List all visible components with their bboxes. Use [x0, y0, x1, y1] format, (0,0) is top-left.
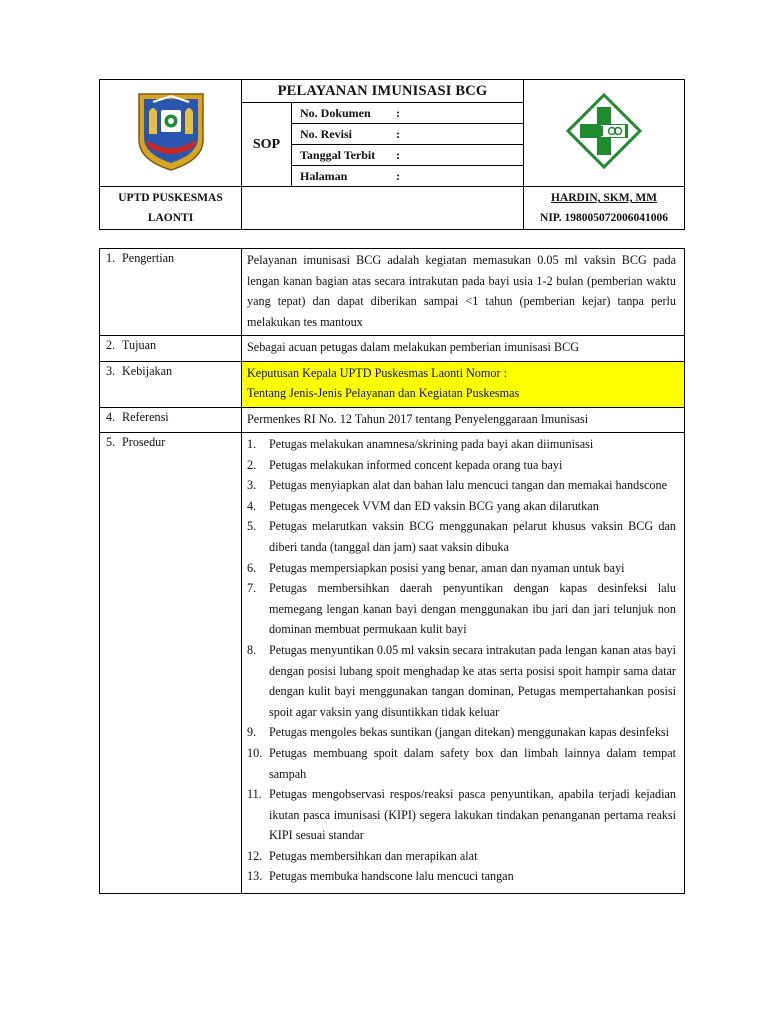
- puskesmas-logo-cell: [524, 80, 685, 187]
- row-tujuan: [100, 336, 685, 362]
- procedure-step: 10. Petugas membuang spoit dalam safety box dan limbah lainnya dalam tempat sampah: [247, 745, 676, 781]
- signer-nip: NIP. 198005072006041006: [540, 212, 669, 224]
- procedure-step: 7. Petugas membersihkan daerah penyuntikan dengan kapas desinfeksi lalu memegang lengan kanan bayi dengan menggunakan ibu jari dan jari telunjuk non dominan membuat permukaan kulit bayi: [247, 581, 676, 637]
- meta-tanggal-terbit: Tanggal Terbit :: [292, 145, 524, 166]
- text-kebijakan: Keputusan Kepala UPTD Puskesmas Laonti Nomor : Tentang Jenis-Jenis Pelayanan dan Kegiatan Puskesmas: [242, 361, 685, 407]
- procedure-step: 11. Petugas mengobservasi respos/reaksi pasca penyuntikan, apabila terjadi kejadian ikutan pasca imunisasi (KIPI) segera lakukan tindakan penanganan pertama reaksi KIPI sesuai standar: [247, 787, 676, 843]
- procedure-list: [247, 434, 676, 887]
- empty-footer-cell: [242, 187, 524, 230]
- document-title: PELAYANAN IMUNISASI BCG: [242, 80, 524, 103]
- label-tujuan: 2. Tujuan: [100, 336, 242, 362]
- meta-halaman: Halaman :: [292, 166, 524, 187]
- regional-emblem-icon: [133, 90, 209, 172]
- procedure-step: 13. Petugas membuka handscone lalu mencuci tangan: [247, 869, 514, 884]
- procedure-step: 4. Petugas mengecek VVM dan ED vaksin BCG yang akan dilarutkan: [247, 498, 599, 513]
- label-kebijakan: 3. Kebijakan: [100, 361, 242, 407]
- sop-header-table: [99, 79, 685, 230]
- procedure-step: 9. Petugas mengoles bekas suntikan (jangan ditekan) menggunakan kapas desinfeksi: [247, 725, 670, 740]
- text-tujuan: Sebagai acuan petugas dalam melakukan pemberian imunisasi BCG: [242, 336, 685, 362]
- meta-no-revisi: No. Revisi :: [292, 124, 524, 145]
- text-prosedur: [242, 433, 685, 894]
- label-referensi: 4. Referensi: [100, 407, 242, 433]
- text-pengertian: Pelayanan imunisasi BCG adalah kegiatan memasukan 0.05 ml vaksin BCG pada lengan kanan bagian atas secara intrakutan pada bayi usia 1-2 bulan (pemberian waktu yang tepat) dan dapat diberikan sampai <1 tahun (pemberian kejar) tanpa perlu melakukan tes mantoux: [242, 249, 685, 336]
- procedure-step: 2. Petugas melakukan informed concent kepada orang tua bayi: [247, 457, 563, 472]
- label-prosedur: 5. Prosedur: [100, 433, 242, 894]
- row-referensi: [100, 407, 685, 433]
- signer-block: [524, 187, 685, 230]
- row-kebijakan: [100, 361, 685, 407]
- procedure-step: 6. Petugas mempersiapkan posisi yang benar, aman dan nyaman untuk bayi: [247, 560, 625, 575]
- row-prosedur: [100, 433, 685, 894]
- text-referensi: Permenkes RI No. 12 Tahun 2017 tentang Penyelenggaraan Imunisasi: [242, 407, 685, 433]
- procedure-step: 12. Petugas membersihkan dan merapikan alat: [247, 848, 478, 863]
- puskesmas-logo-icon: [564, 91, 644, 171]
- label-pengertian: 1. Pengertian: [100, 249, 242, 336]
- row-pengertian: [100, 249, 685, 336]
- procedure-step: 5. Petugas melarutkan vaksin BCG menggunakan pelarut khusus vaksin BCG dan diberi tanda (tanggal dan jam) saat vaksin dibuka: [247, 519, 676, 554]
- procedure-step: 1. Petugas melakukan anamnesa/skrining pada bayi akan diimunisasi: [247, 437, 594, 451]
- meta-no-dokumen: No. Dokumen :: [292, 103, 524, 124]
- sop-label: SOP: [242, 103, 292, 187]
- signer-name: HARDIN, SKM, MM: [550, 192, 658, 204]
- organization-name: UPTD PUSKESMAS LAONTI: [100, 187, 242, 230]
- procedure-step: 8. Petugas menyuntikan 0.05 ml vaksin secara intrakutan pada lengan kanan atas bayi dengan posisi lubang spoit menghadap ke atas serta posisi spoit hampir sama datar dengan kulit bayi menggunakan tangan dominan, Petugas mempertahankan posisi spoit agar vaksin yang disuntikkan tidak keluar: [247, 642, 676, 719]
- sop-content-table: [99, 248, 685, 894]
- procedure-step: 3. Petugas menyiapkan alat dan bahan lalu mencuci tangan dan memakai handscone: [247, 478, 667, 493]
- regional-logo-cell: [100, 80, 242, 187]
